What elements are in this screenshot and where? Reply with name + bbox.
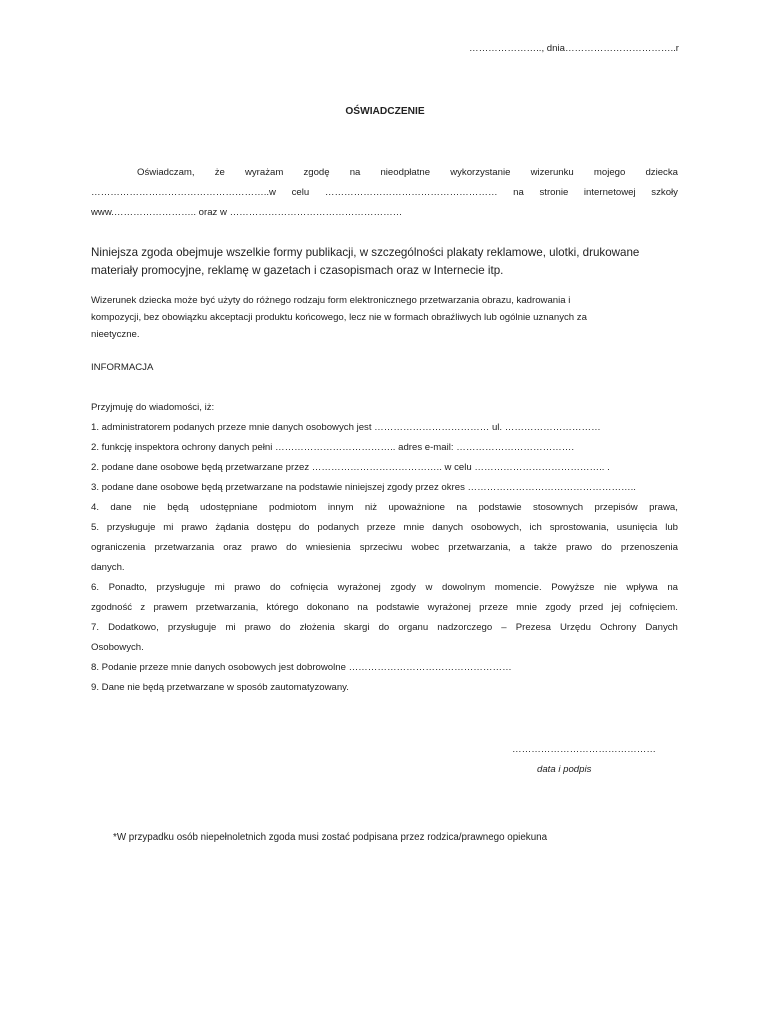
word: przenoszenia — [620, 542, 678, 553]
word: prawo — [250, 542, 278, 553]
word: którego — [266, 602, 299, 613]
word: sprostowania, — [549, 522, 609, 533]
word: innym — [327, 502, 354, 513]
word: prawo — [234, 582, 261, 593]
word: przetwarzania, — [195, 602, 259, 613]
word: Ochrony — [600, 622, 637, 633]
word: nie — [143, 502, 156, 513]
list-item-processor: 2. podane dane osobowe będą przetwarzane przez ………………………………….. w celu ………………………………….. . — [91, 462, 610, 473]
word: do — [269, 582, 281, 593]
footnote: *W przypadku osób niepełnoletnich zgoda musi zostać podpisana przez rodzica/prawnego opiekuna — [113, 832, 548, 843]
word: prawa, — [649, 502, 678, 513]
word: niż — [364, 502, 378, 513]
word: mnie — [516, 602, 538, 613]
word: zgody — [390, 582, 416, 593]
word: na — [667, 582, 678, 593]
word: do — [298, 522, 310, 533]
list-item-rights-line-1 — [91, 522, 678, 533]
word: ograniczenia — [91, 542, 146, 553]
word: ……………………………………………… — [324, 187, 498, 198]
word: mnie — [403, 522, 425, 533]
word: wykorzystanie — [450, 167, 511, 178]
word: prawo — [181, 522, 208, 533]
page-title: OŚWIADCZENIE — [345, 106, 425, 117]
word: wyrażonej — [427, 602, 471, 613]
word: podmiotom — [269, 502, 317, 513]
word: zgodność — [91, 602, 133, 613]
word: a — [519, 542, 525, 553]
word: do — [601, 542, 612, 553]
word: Powyższe — [551, 582, 595, 593]
word: dane — [110, 502, 132, 513]
word: wpływa — [626, 582, 658, 593]
word: organu — [398, 622, 429, 633]
word: jej — [611, 602, 622, 613]
word: przysługuje — [156, 582, 206, 593]
word: że — [214, 167, 225, 178]
word: mi — [163, 522, 174, 533]
list-item-voluntary: 8. Podanie przeze mnie danych osobowych jest dobrowolne …………………………………………… — [91, 662, 512, 673]
word: nadzorczego — [437, 622, 493, 633]
word: dokonano — [306, 602, 349, 613]
word: Oświadczam, — [137, 167, 195, 178]
word: zgodę — [303, 167, 330, 178]
word: do — [286, 542, 297, 553]
list-item-rights-line-2 — [91, 542, 678, 553]
word: prawem — [153, 602, 188, 613]
word: wizerunku — [530, 167, 574, 178]
list-item-rights-line-3: danych. — [91, 562, 125, 573]
word: żądania — [215, 522, 249, 533]
list-item-inspector: 2. funkcję inspektora ochrony danych pełni ……………………………….. adres e-mail: ………………………………. — [91, 442, 575, 453]
word: skargi — [343, 622, 370, 633]
word: przysługuje — [167, 622, 217, 633]
word: stronie — [539, 187, 569, 198]
consent-scope-line-1: Niniejsza zgoda obejmuje wszelkie formy publikacji, w szczególności plakaty reklamowe, ulotki, drukowane — [91, 246, 640, 259]
word: prawo — [244, 622, 271, 633]
word: nieodpłatne — [380, 167, 431, 178]
word: 5. — [91, 522, 100, 533]
word: 6. — [91, 582, 100, 593]
word: udostępniane — [200, 502, 258, 513]
word: cofnięcia — [290, 582, 329, 593]
word: przysługuje — [106, 522, 156, 533]
image-use-line-2: kompozycji, bez obowiązku akceptacji produktu końcowego, lecz nie w formach obraźliwych lub ogólnie uznanych za — [91, 312, 587, 323]
intro-text: Przyjmuję do wiadomości, iż: — [91, 402, 215, 413]
word: cofnięciem. — [629, 602, 678, 613]
word: na — [456, 502, 468, 513]
word: ich — [529, 522, 542, 533]
image-use-line-1: Wizerunek dziecka może być użyty do różnego rodzaju form elektronicznego przetwarzania obrazu, kadrowania i — [91, 295, 571, 306]
word: złożenia — [299, 622, 335, 633]
word: usunięcia — [616, 522, 658, 533]
word: przetwarzania — [154, 542, 215, 553]
declaration-line-3: www.…………………….. oraz w ……………………………………………… — [91, 207, 403, 218]
word: 4. — [91, 502, 100, 513]
word: nie — [603, 582, 617, 593]
word: w — [425, 582, 433, 593]
list-item-sharing — [91, 502, 678, 513]
word: sprzeciwu — [359, 542, 403, 553]
declaration-line-1 — [91, 167, 678, 178]
word: Danych — [645, 622, 678, 633]
word: na — [357, 602, 368, 613]
word: wniesienia — [305, 542, 351, 553]
word: celu — [291, 187, 310, 198]
word: internetowej — [583, 187, 636, 198]
word: przed — [579, 602, 604, 613]
word: wobec — [411, 542, 440, 553]
word: dowolnym — [442, 582, 486, 593]
word: osobowych, — [471, 522, 522, 533]
word: dostępu — [256, 522, 291, 533]
word: – — [501, 622, 507, 633]
list-item-complaint-line-1 — [91, 622, 678, 633]
signature-label: data i podpis — [537, 764, 592, 775]
date-place-line: ………………….., dnia……………………………..r — [468, 43, 679, 54]
word: momencie. — [494, 582, 542, 593]
list-item-withdraw-line-1 — [91, 582, 678, 593]
word: szkoły — [651, 187, 678, 198]
word: zgody — [545, 602, 571, 613]
declaration-line-2 — [91, 187, 678, 198]
word: Dodatkowo, — [108, 622, 159, 633]
word: także — [534, 542, 557, 553]
word: przeze — [366, 522, 396, 533]
word: z — [140, 602, 146, 613]
word: 7. — [91, 622, 100, 633]
word: przeze — [479, 602, 508, 613]
word: przepisów — [594, 502, 638, 513]
word: do — [378, 622, 390, 633]
image-use-line-3: nieetyczne. — [91, 329, 140, 340]
word: mi — [214, 582, 225, 593]
info-heading: INFORMACJA — [91, 362, 154, 373]
word: stosownych — [533, 502, 584, 513]
word: do — [279, 622, 291, 633]
word: będą — [167, 502, 189, 513]
word: mojego — [593, 167, 626, 178]
word: dziecka — [645, 167, 678, 178]
word: wyrażonej — [337, 582, 381, 593]
word: przetwarzania, — [448, 542, 511, 553]
word: Ponadto, — [108, 582, 147, 593]
word: na — [349, 167, 361, 178]
word: oraz — [223, 542, 242, 553]
word: Prezesa — [515, 622, 551, 633]
word: lub — [665, 522, 678, 533]
word: danych — [432, 522, 464, 533]
word: podstawie — [478, 502, 522, 513]
word: prawo — [566, 542, 593, 553]
list-item-administrator: 1. administratorem podanych przeze mnie danych osobowych jest ……………………………… ul. ………………………… — [91, 422, 601, 433]
list-item-period: 3. podane dane osobowe będą przetwarzane na podstawie niniejszej zgody przez okres …………………………………………….. — [91, 482, 636, 493]
word: wyrażam — [244, 167, 284, 178]
word: podstawie — [376, 602, 420, 613]
word: ………………………………………………..w — [91, 187, 276, 198]
list-item-complaint-line-2: Osobowych. — [91, 642, 144, 653]
word: mi — [225, 622, 236, 633]
list-item-automation: 9. Dane nie będą przetwarzane w sposób zautomatyzowany. — [91, 682, 349, 693]
consent-scope-line-2: materiały promocyjne, reklamę w gazetach i czasopismach oraz w Internecie itp. — [91, 264, 504, 277]
word: upoważnione — [388, 502, 446, 513]
word: na — [513, 187, 524, 198]
word: Urzędu — [560, 622, 591, 633]
list-item-withdraw-line-2 — [91, 602, 678, 613]
word: podanych — [317, 522, 359, 533]
signature-line: ……………………………………… — [512, 744, 656, 755]
